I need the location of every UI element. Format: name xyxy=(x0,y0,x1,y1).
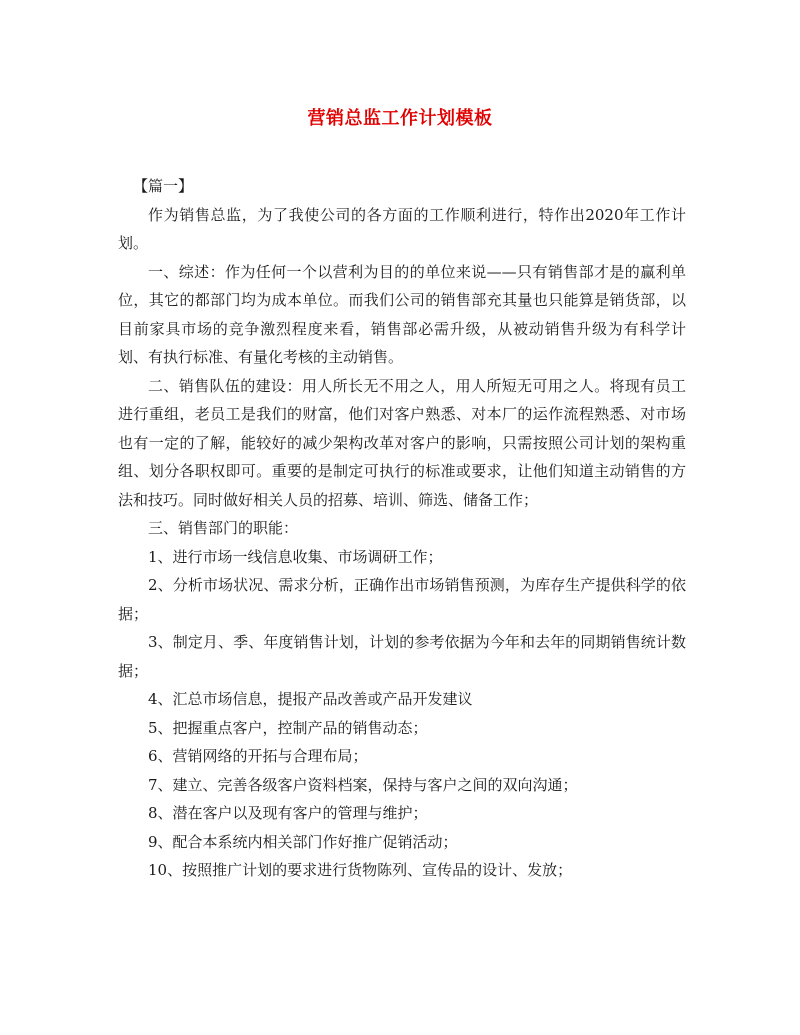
list-item: 4、汇总市场信息，提报产品改善或产品开发建议 xyxy=(148,690,473,708)
paragraph-functions-heading: 三、销售部门的职能： xyxy=(148,519,299,537)
document-title: 营销总监工作计划模板 xyxy=(307,108,493,129)
list-item: 6、营销网络的开拓与合理布局； xyxy=(148,747,368,765)
document-body xyxy=(118,172,686,885)
list-item: 8、潜在客户以及现有客户的管理与维护； xyxy=(148,804,428,822)
list-item: 2、分析市场状况、需求分析，正确作出市场销售预测，为库存生产提供科学的依据； xyxy=(118,576,686,623)
list-item: 1、进行市场一线信息收集、市场调研工作； xyxy=(148,547,443,566)
paragraph-team-building: 二、销售队伍的建设：用人所长无不用之人，用人所短无可用之人。将现有员工进行重组，老员工是我们的财富，他们对客户熟悉、对本厂的运作流程熟悉、对市场也有一定的了解，能较好的减少架构改革对客户的影响，只需按照公司计划的架构重组、划分各职权即可。重要的是制定可执行的标准或要求，让他们知道主动销售的方法和技巧。同时做好相关人员的招募、培训、筛选、储备工作； xyxy=(118,376,686,509)
list-item: 9、配合本系统内相关部门作好推广促销活动； xyxy=(148,832,458,851)
section-label: 【篇一】 xyxy=(133,177,194,195)
list-item: 10、按照推广计划的要求进行货物陈列、宣传品的设计、发放； xyxy=(148,861,573,879)
paragraph-overview: 一、综述：作为任何一个以营利为目的的单位来说——只有销售部才是的赢利单位，其它的都部门均为成本单位。而我们公司的销售部充其量也只能算是销货部，以目前家具市场的竞争激烈程度来看，销售部必需升级，从被动销售升级为有科学计划、有执行标准、有量化考核的主动销售。 xyxy=(118,262,686,366)
list-item: 3、制定月、季、年度销售计划，计划的参考依据为今年和去年的同期销售统计数据； xyxy=(118,633,686,680)
paragraph-intro: 作为销售总监，为了我使公司的各方面的工作顺利进行，特作出2020年工作计划。 xyxy=(118,205,686,252)
list-item: 5、把握重点客户，控制产品的销售动态； xyxy=(148,718,428,737)
list-item: 7、建立、完善各级客户资料档案，保持与客户之间的双向沟通； xyxy=(148,775,578,794)
